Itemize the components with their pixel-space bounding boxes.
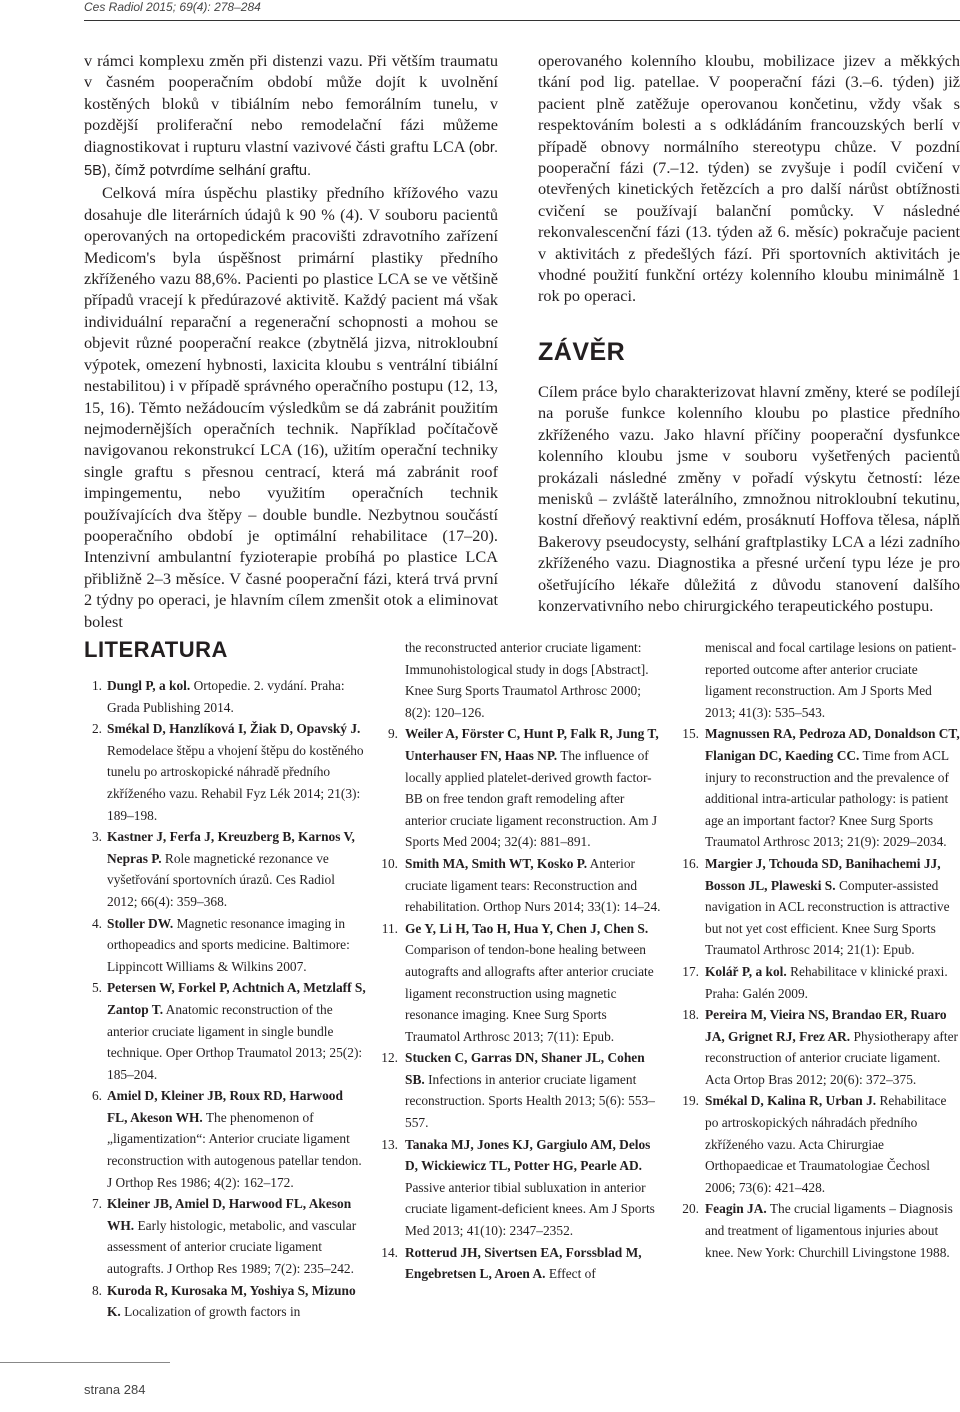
reference-number: 14. <box>381 1244 398 1260</box>
reference-number: 6. <box>91 1088 102 1104</box>
reference-number: 19. <box>682 1093 699 1109</box>
reference-citation: Rehabilitace po artroskopických náhradách předního zkříženého vazu. Acta Chirurgiae Orthopaedicae et Traumatologiae Čechosl 2006; 73(6): 421–428. <box>705 1093 947 1195</box>
reference-authors: Smékal D, Kalina R, Urban J. <box>705 1093 877 1109</box>
reference-list <box>682 637 960 1263</box>
reference-citation: Physiotherapy after reconstruction of anterior cruciate ligament. Acta Ortop Bras 2012; 20(6): 372–375. <box>705 1028 959 1087</box>
reference-number: 11. <box>381 920 398 936</box>
reference-item <box>382 723 664 853</box>
page-number: strana 284 <box>84 1382 146 1397</box>
reference-item <box>382 918 664 1048</box>
reference-authors: Kleiner JB, Amiel D, Harwood FL, Akeson WH. <box>107 1196 352 1233</box>
reference-authors: Stucken C, Garras DN, Shaner JL, Cohen SB. <box>405 1050 645 1087</box>
reference-number: 3. <box>91 829 102 845</box>
reference-item <box>682 1090 960 1198</box>
references-column-1 <box>84 675 366 1323</box>
reference-citation: Computer-assisted navigation in ACL reconstruction is attractive but not yet cost efficient. Knee Surg Sports Traumatol Arthrosc 2014; 21(1): Epub. <box>705 877 950 958</box>
reference-authors: Petersen W, Forkel P, Achtnich A, Metzlaff S, Zantop T. <box>107 980 366 1017</box>
body-paragraph: Cílem práce bylo charakterizovat hlavní změny, které se podílejí na poruše funkce kolenního kloubu po plastice předního zkříženého vazu. Jako hlavní příčiny pooperační dysfunkce kolenního kloubu jsme v souboru vyšetřených pacientů prokázali následné změny v pořadí výskytu četností: léze menisků – zvláště laterálního, zmnožnou nitrokloubní tekutinu, kostní dřeňový reaktivní edém, prosáknutí Hoffova tělesa, náplň Bakerovy pseudocysty, selhání graftplastiky LCA a lézi zadního zkříženého vazu. Diagnostika a přesné určení typu léze je pro ošetřujícího lékaře důležitá z důvodu stanovení dalšího konzervativního nebo chirurgického terapeutického postupu. <box>538 381 960 615</box>
references-column-2 <box>382 637 664 1285</box>
references-column-3 <box>682 637 960 1263</box>
reference-number: 9. <box>387 726 398 742</box>
reference-item <box>682 723 960 853</box>
reference-citation: Effect of <box>545 1266 596 1282</box>
reference-item <box>84 1193 366 1279</box>
body-paragraph <box>84 50 498 182</box>
section-heading-literature: LITERATURA <box>84 637 228 662</box>
header-divider <box>84 20 960 21</box>
section-heading-conclusion: ZÁVĚR <box>538 337 626 366</box>
reference-number: 4. <box>91 915 102 931</box>
reference-citation: Localization of growth factors in <box>120 1304 301 1320</box>
reference-authors: Smékal D, Hanzlíková I, Žiak D, Opavský J. <box>107 721 361 737</box>
reference-authors: Tanaka MJ, Jones KJ, Gargiulo AM, Delos D, Wickiewicz TL, Potter HG, Pearle AD. <box>405 1136 651 1174</box>
reference-number: 5. <box>91 980 102 996</box>
reference-number: 13. <box>381 1136 398 1152</box>
reference-number: 20. <box>682 1201 699 1217</box>
reference-number: 18. <box>682 1007 699 1023</box>
body-column-left <box>84 50 498 632</box>
reference-item <box>682 1198 960 1263</box>
reference-citation: Ortopedie. 2. vydání. Praha: Grada Publishing 2014. <box>107 678 345 715</box>
reference-citation: Remodelace štěpu a vhojení štěpu do kostěného tunelu po artroskopické náhradě předního zkříženého vazu. Rehabil Fyz Lék 2014; 21(3): 189–198. <box>107 742 364 823</box>
reference-citation: the reconstructed anterior cruciate ligament: Immunohistological study in dogs [Abstract]. Knee Surg Sports Traumatol Arthrosc 2000; 8(2): 120–126. <box>405 640 649 720</box>
reference-item <box>84 913 366 978</box>
reference-number: 17. <box>682 963 699 979</box>
reference-number: 8. <box>91 1282 102 1298</box>
reference-item <box>84 1085 366 1193</box>
reference-item <box>84 718 366 826</box>
reference-citation: Rehabilitace v klinické praxi. Praha: Galén 2009. <box>705 963 948 1001</box>
reference-item <box>682 853 960 961</box>
reference-authors: Pereira M, Vieira NS, Brandao ER, Ruaro JA, Grignet RJ, Frez AR. <box>705 1007 947 1044</box>
reference-authors: Magnussen RA, Pedroza AD, Donaldson CT, Flanigan DC, Kaeding CC. <box>705 726 960 763</box>
reference-item <box>84 675 366 718</box>
footer-divider <box>0 1362 170 1363</box>
reference-number: 10. <box>381 855 398 871</box>
reference-number: 15. <box>682 726 699 742</box>
reference-number: 1. <box>91 678 102 693</box>
reference-authors: Amiel D, Kleiner JB, Roux RD, Harwood FL, Akeson WH. <box>107 1088 343 1125</box>
reference-item <box>84 977 366 1085</box>
body-text: v rámci komplexu změn při distenzi vazu. Při větším traumatu v časném pooperačním období může dojít k uvolnění kostěných bloků v tibiálním nebo femorálním tunelu, v pozdější proliferační nebo remodelační fázi můžeme diagnostikovat i rupturu vlastní vazivové části graftu LCA <box>84 51 498 156</box>
reference-number: 2. <box>91 721 102 737</box>
reference-authors: Ge Y, Li H, Tao H, Hua Y, Chen J, Chen S. <box>405 920 649 936</box>
reference-item <box>84 826 366 912</box>
reference-authors: Dungl P, a kol. <box>107 678 191 693</box>
body-column-right <box>538 50 960 616</box>
reference-citation: Early histologic, metabolic, and vascular assessment of anterior cruciate ligament autografts. J Orthop Res 1989; 7(2): 235–242. <box>107 1217 357 1277</box>
reference-item <box>382 1134 664 1242</box>
reference-number: 7. <box>91 1196 102 1212</box>
reference-item <box>84 1280 366 1323</box>
reference-list <box>382 637 664 1285</box>
reference-citation: The influence of locally applied platelet-derived growth factor-BB on free tendon graft remodeling after anterior cruciate ligament reconstruction. Am J Sports Med 2004; 32(4): 881–891. <box>405 747 658 850</box>
body-paragraph: Celková míra úspěchu plastiky předního křížového vazu dosahuje dle literárních údajů k 90 % (4). V souboru pacientů operovaných na ortopedickém pracovišti zdravotního zařízení Medicom's byla úspěšnost primární plastiky předního zkříženého vazu 88,6%. Pacienti po plastice LCA se ve většině případů vracejí k předúrazové aktivitě. Každý pacient má však individuální reparační a regenerační schopnosti a mohou se objevit různé pooperační reakce (zbytnělá jizva, nitrokloubní výpotek, omezení hybnosti, laxicita kloubu s ventrální tibiální nestabilitou) i v případě správného operačního postupu (12, 13, 15, 16). Těmto nežádoucím výsledkům se dá zabránit použitím nejmodernějších operačních technik. Například počítačově navigovanou rekonstrukcí LCA (16), užitím operační techniky single graftu s přesnou centrací, která má zabránit roof impingementu, nebo využitím operačních technik používajících dva štěpy – double bundle. Nezbytnou součástí pooperačního období je optimální rehabilitace (17–20). Intenzivní ambulantní fyzioterapie probíhá po plastice LCA přibližně 2–3 měsíce. V časné pooperační fázi, která trvá první 2 týdny po operaci, je hlavním cílem zmenšit otok a eliminovat bolest <box>84 183 498 631</box>
reference-authors: Feagin JA. <box>705 1201 767 1217</box>
reference-citation: meniscal and focal cartilage lesions on patient-reported outcome after anterior cruciate ligament reconstruction. Am J Sports Med 2013; 41(3): 535–543. <box>705 640 957 720</box>
reference-authors: Margier J, Tchouda SD, Banihachemi JJ, Bosson JL, Plaweski S. <box>705 855 941 893</box>
reference-item <box>682 961 960 1004</box>
reference-citation: The phenomenon of „ligamentization“: Anterior cruciate ligament reconstruction with autogenous patellar tendon. J Orthop Res 1986; 4(2): 162–172. <box>107 1109 362 1190</box>
reference-item <box>382 637 664 723</box>
reference-item <box>682 637 960 723</box>
reference-item <box>382 853 664 918</box>
reference-item <box>682 1004 960 1090</box>
running-head: Ces Radiol 2015; 69(4): 278–284 <box>84 0 261 14</box>
reference-item <box>382 1047 664 1133</box>
reference-citation: Magnetic resonance imaging in orthopeadics and sports medicine. Baltimore: Lippincott Williams & Wilkins 2007. <box>107 915 350 974</box>
reference-authors: Kolář P, a kol. <box>705 963 787 979</box>
reference-number: 16. <box>682 855 699 871</box>
reference-list <box>84 675 366 1323</box>
reference-authors: Kastner J, Ferfa J, Kreuzberg B, Karnos V, Nepras P. <box>107 829 355 866</box>
reference-citation: Role magnetické rezonance ve vyšetřování sportovních úrazů. Ces Radiol 2012; 66(4): 359–368. <box>107 850 335 909</box>
figure-reference: (obr. 5B), čímž potvrdíme selhání graftu. <box>84 139 498 180</box>
reference-citation: Time from ACL injury to reconstruction and the prevalence of additional intra-articular pathology: is patient age an important factor? Knee Surg Sports Traumatol Arthrosc 2013; 21(9): 2029–2034. <box>705 747 949 850</box>
reference-citation: Anterior cruciate ligament tears: Reconstruction and rehabilitation. Orthop Nurs 2014; 33(1): 14–24. <box>405 855 661 915</box>
reference-citation: Infections in anterior cruciate ligament reconstruction. Sports Health 2013; 5(6): 553–557. <box>405 1071 655 1131</box>
body-paragraph: operovaného kolenního kloubu, mobilizace jizev a měkkých tkání pod lig. patellae. V pooperační fázi (3.–6. týden) již pacient plně zatěžuje operovanou končetinu, vždy však s respektováním bolesti a s odkládáním francouzských berlí v případě obnovy normálního stereotypu chůze. V pozdní pooperační fázi (7.–12. týden) se zvyšuje i podíl cvičení v otevřených kinetických řetězcích a pro další nárůst obtížnosti cvičení se používají balanční pomůcky. V následné rekonvalescenční fázi (13. týden až 6. měsíc) pokračuje pacient v aktivitách z předešlých fází. Při sportovních aktivitách je vhodné použití funkční ortézy kolenního kloubu minimálně 1 rok po operaci. <box>538 51 960 306</box>
reference-item <box>382 1242 664 1285</box>
reference-authors: Smith MA, Smith WT, Kosko P. <box>405 855 588 871</box>
reference-authors: Stoller DW. <box>107 915 174 931</box>
reference-authors: Weiler A, Förster C, Hunt P, Falk R, Jung T, Unterhauser FN, Haas NP. <box>405 726 659 763</box>
reference-citation: The crucial ligaments – Diagnosis and treatment of ligamentous injuries about knee. New York: Churchill Livingstone 1988. <box>705 1201 953 1260</box>
reference-citation: Passive anterior tibial subluxation in anterior cruciate ligament-deficient knees. Am J Sports Med 2013; 41(10): 2347–2352. <box>405 1179 655 1239</box>
reference-authors: Rotterud JH, Sivertsen EA, Forssblad M, Engebretsen L, Aroen A. <box>405 1244 642 1282</box>
reference-number: 12. <box>381 1050 398 1066</box>
reference-authors: Kuroda R, Kurosaka M, Yoshiya S, Mizuno K. <box>107 1282 356 1320</box>
reference-citation: Comparison of tendon-bone healing between autografts and allografts after anterior cruciate ligament reconstruction using magnetic resonance imaging. Knee Surg Sports Traumatol Arthrosc 2013; 7(11): Epub. <box>405 942 654 1044</box>
reference-citation: Anatomic reconstruction of the anterior cruciate ligament in single bundle technique. Oper Orthop Traumatol 2013; 25(2): 185–204. <box>107 1001 363 1082</box>
